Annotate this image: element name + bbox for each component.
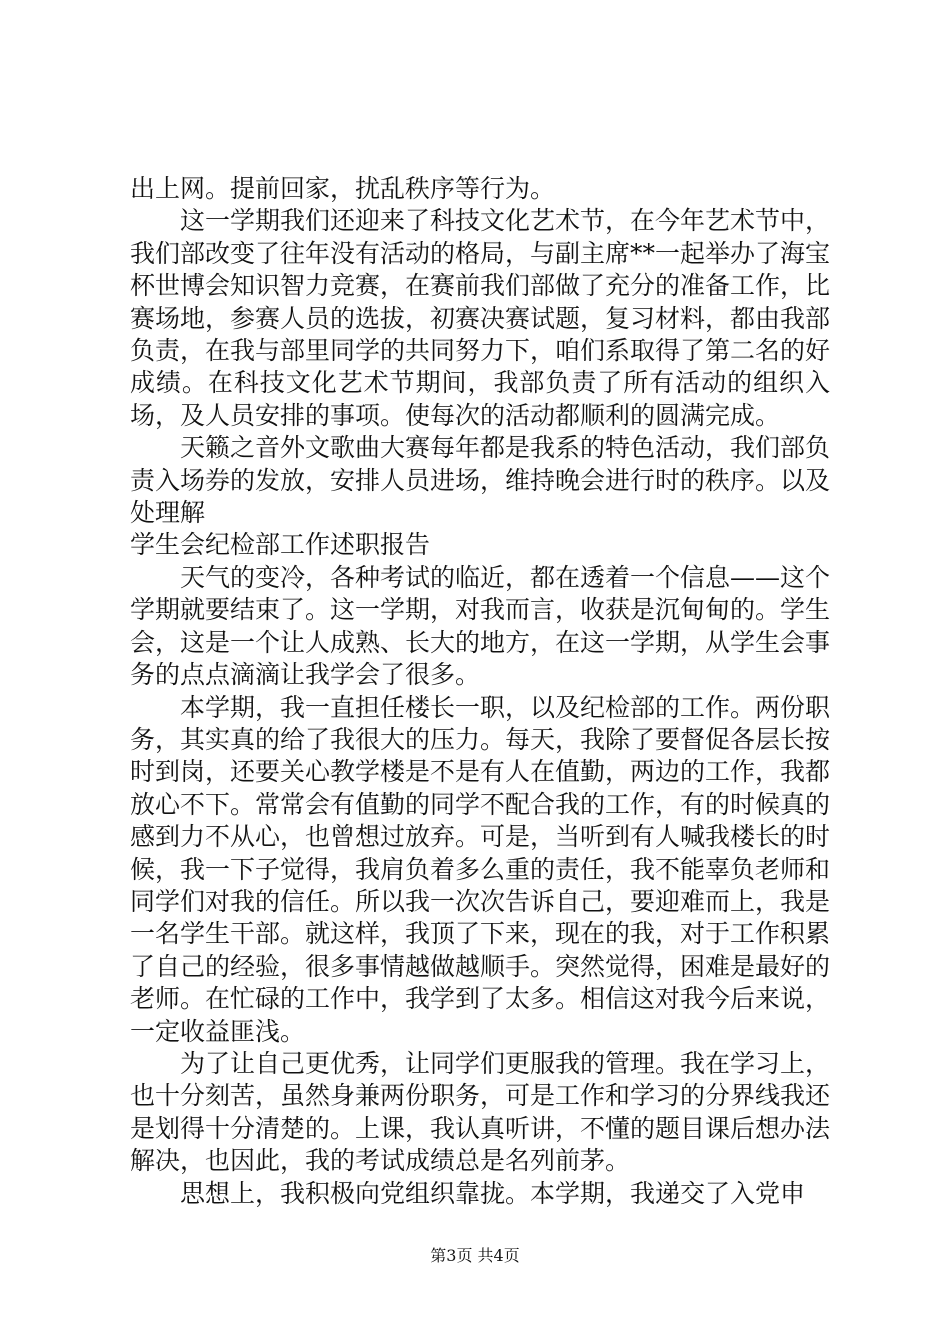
- report-title: 学生会纪检部工作述职报告: [130, 530, 431, 560]
- paragraph-song-contest: 天籁之音外文歌曲大赛每年都是我系的特色活动，我们部负责入场券的发放，安排人员进场，维持晚会进行时的秩序。以及处理解: [130, 433, 831, 528]
- paragraph-art-festival: 这一学期我们还迎来了科技文化艺术节，在今年艺术节中，我们部改变了往年没有活动的格局，与副主席**一起举办了海宝杯世博会知识智力竞赛，在赛前我们部做了充分的准备工作，比赛场地，参赛人员的选拔，初赛决赛试题，复习材料，都由我部负责，在我与部里同学的共同努力下，咱们系取得了第二名的好成绩。在科技文化艺术节期间，我部负责了所有活动的组织入场，及人员安排的事项。使每次的活动都顺利的圆满完成。: [130, 206, 831, 430]
- page-number-footer: 第3页 共4页: [430, 1246, 520, 1265]
- paragraph-study: 为了让自己更优秀，让同学们更服我的管理。我在学习上，也十分刻苦，虽然身兼两份职务，可是工作和学习的分界线我还是划得十分清楚的。上课，我认真听讲，不懂的题目课后想办法解决，也因此，我的考试成绩总是名列前茅。: [130, 1048, 831, 1176]
- paragraph-semester-intro: 天气的变冷，各种考试的临近，都在透着一个信息——这个学期就要结束了。这一学期，对我而言，收获是沉甸甸的。学生会，这是一个让人成熟、长大的地方，在这一学期，从学生会事务的点点滴滴让我学会了很多。: [130, 562, 831, 690]
- paragraph-ideology: 思想上，我积极向党组织靠拢。本学期，我递交了入党申: [180, 1178, 806, 1208]
- paragraph-continuation: 出上网。提前回家，扰乱秩序等行为。: [130, 174, 556, 203]
- document-body: [130, 173, 830, 1210]
- paragraph-building-leader: 本学期，我一直担任楼长一职，以及纪检部的工作。两份职务，其实真的给了我很大的压力。每天，我除了要督促各层长按时到岗，还要关心教学楼是不是有人在值勤，两边的工作，我都放心不下。常常会有值勤的同学不配合我的工作，有的时候真的感到力不从心，也曾想过放弃。可是，当听到有人喊我楼长的时候，我一下子觉得，我肩负着多么重的责任，我不能辜负老师和同学们对我的信任。所以我一次次告诉自己，要迎难而上，我是一名学生干部。就这样，我顶了下来，现在的我，对于工作积累了自己的经验，很多事情越做越顺手。突然觉得，困难是最好的老师。在忙碌的工作中，我学到了太多。相信这对我今后来说，一定收益匪浅。: [130, 692, 831, 1046]
